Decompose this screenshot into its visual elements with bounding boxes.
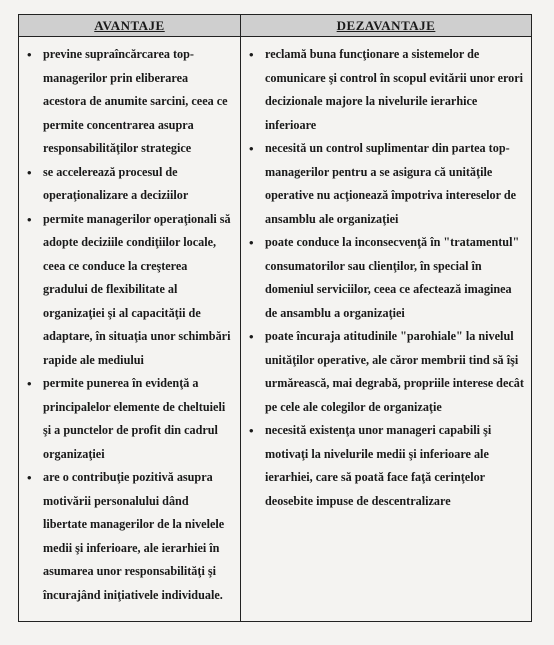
disadvantages-column — [241, 37, 531, 621]
bullet-icon: • — [27, 164, 32, 180]
advantages-list — [23, 43, 234, 607]
bullet-icon: • — [249, 141, 254, 156]
advantages-disadvantages-table — [18, 14, 532, 622]
disadvantage-text: necesită existenţa unor manageri capabili şi motivaţi la nivelurile medii şi inferioare ale ierarhiei, care să poată face faţă cerinţelor deosebite impuse de descentralizare — [265, 423, 492, 508]
advantages-header: AVANTAJE — [19, 15, 241, 37]
disadvantages-header: DEZAVANTAJE — [241, 15, 531, 37]
list-item — [23, 466, 234, 607]
disadvantage-text: reclamă buna funcţionare a sistemelor de comunicare şi control în scopul evitării unor erori decizionale majore la nivelurile ierarhice inferioare — [265, 47, 524, 132]
advantage-text: are o contribuţie pozitivă asupra motivării personalului dând libertate managerilor de la nivelele medii şi inferioare, ale ierarhiei în asumarea unor responsabilităţi şi încurajând iniţiativele individuale. — [43, 470, 225, 602]
list-item — [245, 231, 525, 325]
disadvantage-text: poate conduce la inconsecvenţă în "tratamentul" consumatorilor sau clienţilor, în special în domeniul serviciilor, ceea ce afectează imaginea de ansamblu a organizaţiei — [265, 235, 520, 320]
disadvantage-text: necesită un control suplimentar din partea top-managerilor pentru a se asigura că unităţile operative nu acţionează împotriva intereselor de ansamblu ale organizaţiei — [265, 141, 517, 226]
advantages-column — [19, 37, 241, 621]
bullet-icon: • — [27, 211, 32, 227]
advantage-text: se accelerează procesul de operaţionalizare a deciziilor — [43, 164, 189, 202]
list-item — [23, 43, 234, 161]
list-item — [245, 137, 525, 231]
list-item — [245, 325, 525, 419]
list-item — [245, 419, 525, 513]
bullet-icon: • — [249, 423, 254, 438]
bullet-icon: • — [249, 329, 254, 344]
disadvantages-list — [245, 43, 525, 513]
list-item — [23, 372, 234, 466]
list-item — [23, 161, 234, 208]
bullet-icon: • — [249, 47, 254, 62]
advantage-text: permite managerilor operaţionali să adopte deciziile condiţiilor locale, ceea ce conduce la creşterea gradului de flexibilitate al organizaţiei şi al capacităţii de adaptare, în situaţia unor schimbări rapide ale mediului — [43, 211, 231, 367]
bullet-icon: • — [27, 470, 32, 485]
advantage-text: permite punerea în evidenţă a principalelor elemente de cheltuieli şi a punctelor de profit din cadrul organizaţiei — [43, 376, 226, 461]
list-item — [245, 43, 525, 137]
bullet-icon: • — [27, 376, 32, 391]
list-item — [23, 208, 234, 373]
disadvantage-text: poate încuraja atitudinile "parohiale" la nivelul unităţilor operative, ale căror membrii tind să îşi urmărească, mai degrabă, propriile interese decât pe cele ale colegilor de organizaţie — [265, 329, 524, 414]
bullet-icon: • — [27, 47, 32, 62]
bullet-icon: • — [249, 235, 254, 250]
advantage-text: previne supraîncărcarea top-managerilor prin eliberarea acestora de anumite sarcini, ceea ce permite concentrarea asupra responsabilităţilor strategice — [43, 47, 228, 155]
